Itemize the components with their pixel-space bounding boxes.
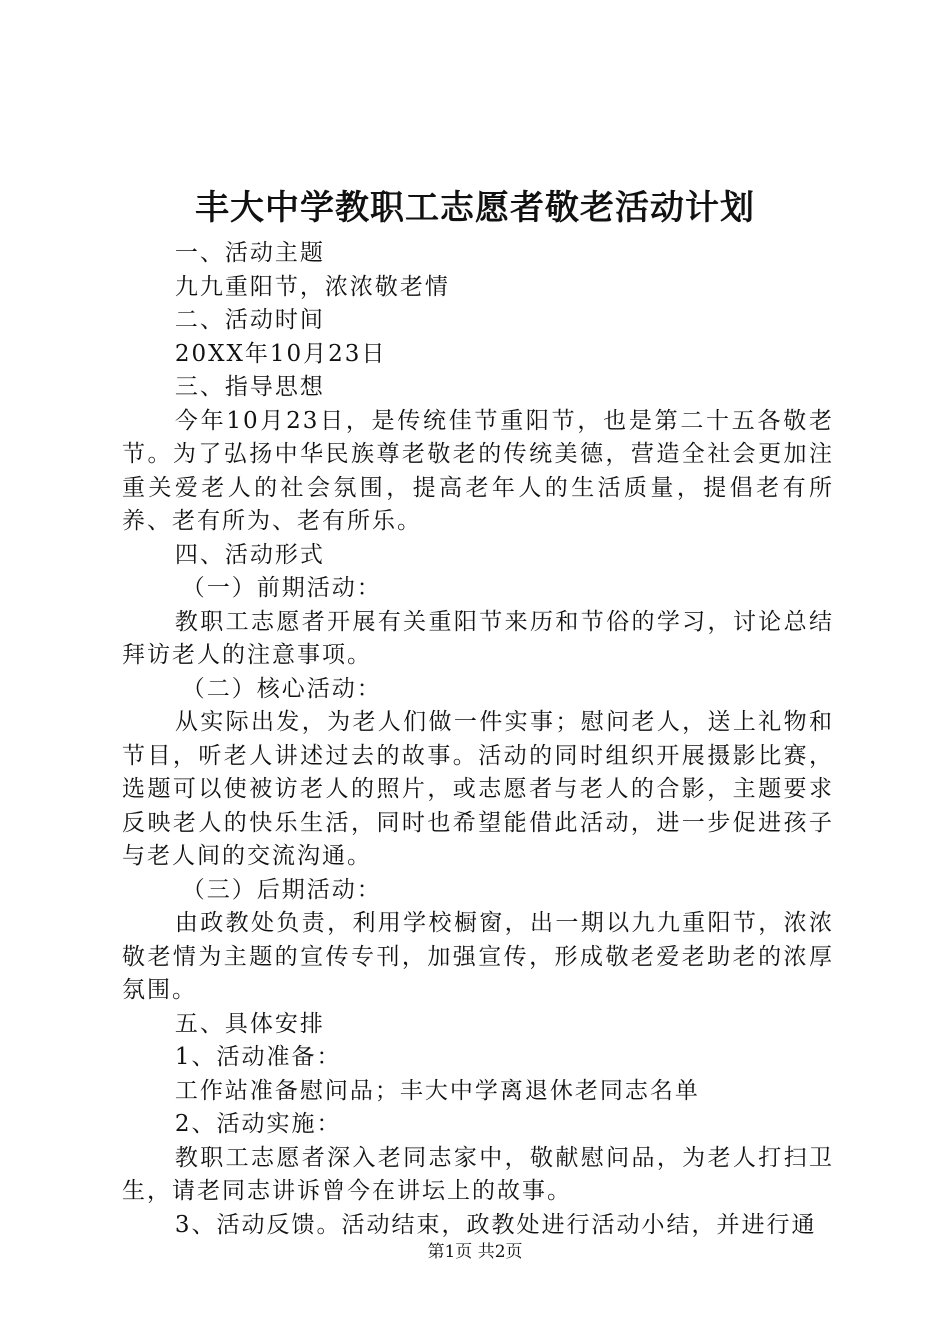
section-heading-guidance: 三、指导思想 bbox=[174, 374, 325, 400]
early-activity-paragraph: 教职工志愿者开展有关重阳节来历和节俗的学习，讨论总结拜访老人的注意事项。 bbox=[122, 608, 834, 668]
step-implementation: 2、活动实施： bbox=[174, 1111, 342, 1137]
subheading-core-activity: （二）核心活动： bbox=[181, 675, 382, 702]
subheading-later-activity: （三）后期活动： bbox=[181, 876, 382, 903]
subheading-early-activity: （一）前期活动： bbox=[181, 575, 382, 601]
preparation-text: 工作站准备慰问品；丰大中学离退休老同志名单 bbox=[174, 1077, 700, 1104]
later-activity-paragraph: 由政教处负责，利用学校橱窗，出一期以九九重阳节，浓浓敬老情为主题的宣传专刊，加强宣传，形成敬老爱老助老的浓厚氛围。 bbox=[122, 910, 834, 1003]
document-title: 丰大中学教职工志愿者敬老活动计划 bbox=[195, 188, 755, 228]
step-preparation: 1、活动准备： bbox=[174, 1044, 342, 1070]
guidance-paragraph: 今年10月23日，是传统佳节重阳节，也是第二十五各敬老节。为了弘扬中华民族尊老敬老的传统美德，营造全社会更加注重关爱老人的社会氛围，提高老年人的生活质量，提倡老有所养、老有所为、老有所乐。 bbox=[122, 407, 834, 534]
section-heading-form: 四、活动形式 bbox=[174, 541, 325, 568]
core-activity-paragraph: 从实际出发，为老人们做一件实事；慰问老人，送上礼物和节目，听老人讲述过去的故事。活动的同时组织开展摄影比赛，选题可以使被访老人的照片，或志愿者与老人的合影，主题要求反映老人的快乐生活，同时也希望能借此活动，进一步促进孩子与老人间的交流沟通。 bbox=[122, 709, 834, 869]
section-heading-arrangement: 五、具体安排 bbox=[174, 1010, 325, 1037]
page-footer: 第1页 共2页 bbox=[427, 1242, 523, 1262]
implementation-paragraph: 教职工志愿者深入老同志家中，敬献慰问品，为老人打扫卫生，请老同志讲诉曾今在讲坛上的故事。 bbox=[122, 1144, 834, 1204]
section-heading-time: 二、活动时间 bbox=[174, 307, 325, 333]
section-heading-theme: 一、活动主题 bbox=[174, 240, 325, 266]
step-feedback: 3、活动反馈。活动结束，政教处进行活动小结，并进行通 bbox=[174, 1211, 817, 1238]
document-body bbox=[122, 237, 834, 1242]
theme-text: 九九重阳节，浓浓敬老情 bbox=[174, 273, 450, 300]
time-text: 20XX年10月23日 bbox=[174, 340, 387, 367]
